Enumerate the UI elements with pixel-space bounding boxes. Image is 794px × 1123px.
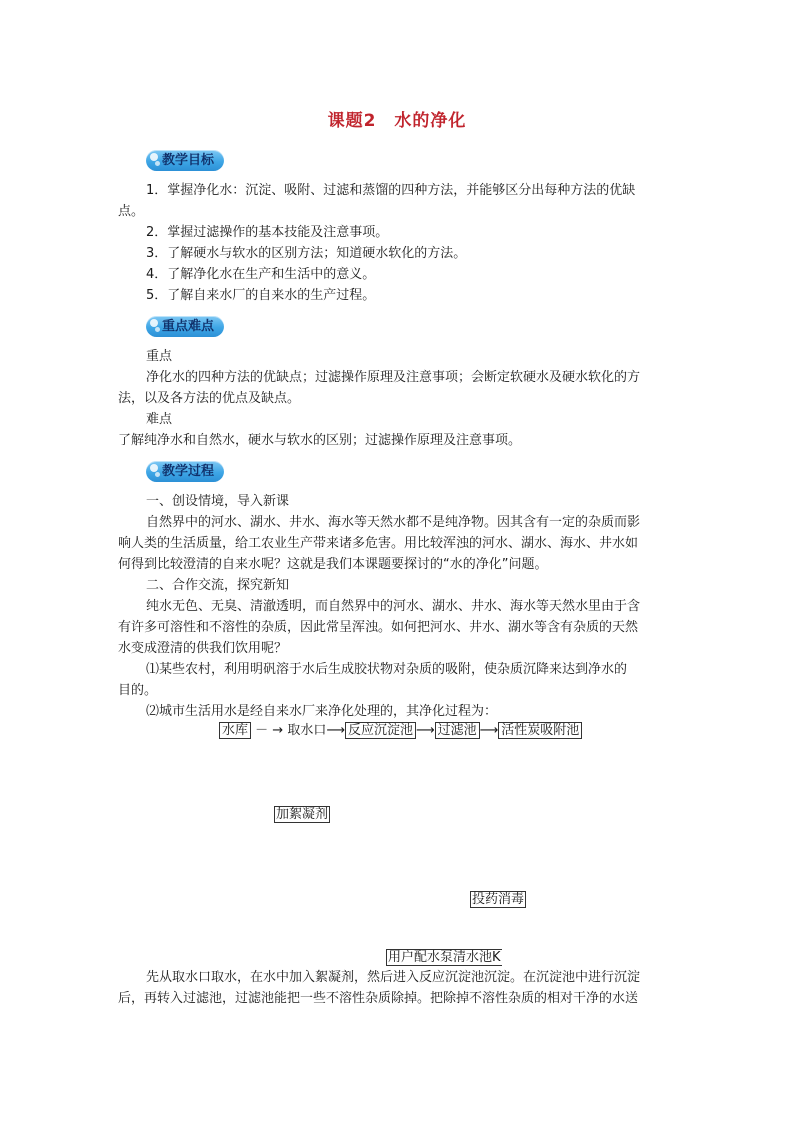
- bubble-icon: [155, 161, 160, 166]
- paragraph: 先从取水口取水，在水中加入絮凝剂，然后进入反应沉淀池沉淀。在沉淀池中进行沉淀: [146, 970, 641, 985]
- flow-box-disinfect: 投药消毒: [472, 892, 525, 907]
- paragraph-cont: 响人类的生活质量，给工农业生产带来诸多危害。用比较浑浊的河水、湖水、海水、井水如: [118, 536, 639, 551]
- bubble-icon: [150, 464, 158, 472]
- flow-box-sediment: 反应沉淀池: [345, 722, 416, 739]
- paragraph: 净化水的四种方法的优缺点；过滤操作原理及注意事项；会断定软硬水及硬水软化的方: [146, 370, 641, 385]
- bubble-icon: [155, 327, 160, 332]
- paragraph: 了解纯净水和自然水，硬水与软水的区别；过滤操作原理及注意事项。: [118, 433, 522, 448]
- section-badge-goals: [146, 150, 224, 171]
- bubble-icon: [150, 319, 158, 327]
- paragraph: 自然界中的河水、湖水、井水、海水等天然水都不是纯净物。因其含有一定的杂质而影: [146, 515, 641, 530]
- section-label: 重点难点: [162, 319, 215, 334]
- paragraph-cont: 后，再转入过滤池，过滤池能把一些不溶性杂质除掉。把除掉不溶性杂质的相对干净的水送: [118, 991, 639, 1006]
- goal-item-cont: 点。: [118, 204, 145, 219]
- flow-step-intake: 取水口: [287, 723, 327, 738]
- paragraph-cont: 法，以及各方法的优点及缺点。: [118, 391, 301, 406]
- arrow-icon: ⟶: [479, 723, 499, 738]
- section-badge-process: [146, 461, 224, 482]
- subheading-key-point: 重点: [146, 349, 173, 364]
- page-title: 课题2 水的净化: [327, 111, 467, 131]
- list-item: ⑵城市生活用水是经自来水厂来净化处理的，其净化过程为：: [146, 704, 498, 719]
- flow-box-user: 用户配水泵清水池K: [388, 950, 501, 965]
- step-heading: 一、创设情境，导入新课: [146, 494, 290, 509]
- goal-item: 5．了解自来水厂的自来水的生产过程。: [146, 288, 376, 303]
- purification-flow: [219, 722, 582, 740]
- dashed-arrow-icon: － →: [255, 723, 284, 738]
- arrow-icon: ⟶: [416, 723, 435, 738]
- list-item: ⑴某些农村，利用明矾溶于水后生成胶状物对杂质的吸附，使杂质沉降来达到净水的: [146, 662, 628, 677]
- paragraph-cont: 何得到比较澄清的自来水呢？这就是我们本课题要探讨的“水的净化”问题。: [118, 557, 548, 572]
- flow-box-coagulant: 加絮凝剂: [276, 807, 329, 822]
- subheading-difficulty: 难点: [146, 412, 173, 427]
- goal-item: 3．了解硬水与软水的区别方法；知道硬水软化的方法。: [146, 246, 467, 261]
- arrow-icon: ⟶: [326, 723, 345, 738]
- flow-box-carbon: 活性炭吸附池: [498, 722, 582, 739]
- flow-box-reservoir: 水库: [219, 722, 251, 739]
- section-label: 教学目标: [162, 153, 215, 168]
- paragraph-cont: 水变成澄清的供我们饮用呢？: [118, 641, 288, 656]
- goal-item: 4．了解净化水在生产和生活中的意义。: [146, 267, 376, 282]
- section-badge-key: [146, 316, 224, 337]
- bubble-icon: [155, 472, 160, 477]
- section-label: 教学过程: [162, 464, 215, 479]
- goal-item: 1．掌握净化水：沉淀、吸附、过滤和蒸馏的四种方法，并能够区分出每种方法的优缺: [146, 183, 636, 198]
- bubble-icon: [150, 153, 158, 161]
- list-item-cont: 目的。: [118, 683, 158, 698]
- paragraph-cont: 有许多可溶性和不溶性的杂质，因此常呈浑浊。如何把河水、井水、湖水等含有杂质的天然: [118, 620, 639, 635]
- flow-box-filter: 过滤池: [435, 722, 480, 739]
- step-heading: 二、合作交流，探究新知: [146, 578, 290, 593]
- paragraph: 纯水无色、无臭、清澈透明，而自然界中的河水、湖水、井水、海水等天然水里由于含: [146, 599, 641, 614]
- goal-item: 2．掌握过滤操作的基本技能及注意事项。: [146, 225, 389, 240]
